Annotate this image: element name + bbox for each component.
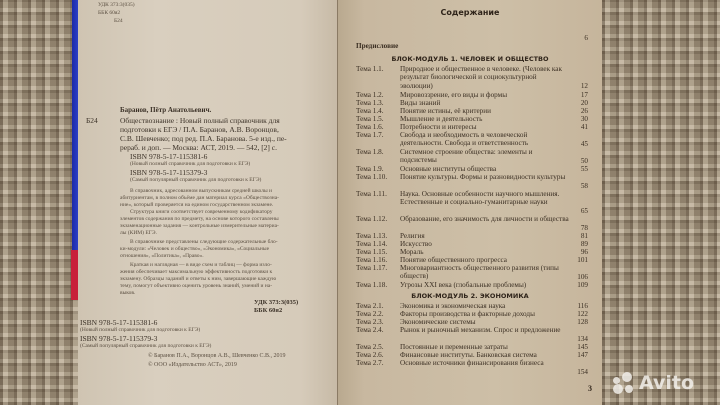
annotation-line-1: В справочник, адресованном выпускникам средней школы и <box>130 188 272 194</box>
bbk-bottom: ББК 60я2 <box>254 307 283 314</box>
annotation-line-15: выков. <box>120 290 136 296</box>
copyright-publisher: © ООО «Издательство АСТ», 2019 <box>148 362 237 368</box>
contents-page <box>338 0 602 405</box>
toc-item: Тема 1.17. Многовариантность общественного развития (типы обществ) 106 <box>356 264 588 281</box>
toc-item: Тема 1.2. Мировоззрение, его виды и формы 17 <box>356 90 588 99</box>
isbn-2-bottom-note: (Самый популярный справочник для подготовки к ЕГЭ) <box>80 343 212 349</box>
toc-item: Тема 1.12. Образование, его значимость для личности и общества 78 <box>356 215 588 232</box>
udk-bottom: УДК 373:3(035) <box>254 299 299 306</box>
annotation-line-9: ки-модули: «Человек и общество», «Экономика», «Социальные <box>120 246 270 252</box>
annotation-line-14: тему, помогут объективно оценить уровень знаний, умений и на- <box>120 283 273 289</box>
toc-item: Тема 2.6. Финансовые институты. Банковская система 147 <box>356 350 588 359</box>
annotation-line-6: экзаменационные задания — контрольные измерительные материа- <box>120 223 279 229</box>
toc-item: Тема 1.16. Понятие общественного прогресса 101 <box>356 255 588 264</box>
avito-watermark-text: Avito <box>639 372 695 394</box>
annotation-line-5: элементов содержания по предмету, на основе которого составлены <box>120 216 279 222</box>
isbn-2-note: (Самый популярный справочник для подготовки к ЕГЭ) <box>130 177 262 183</box>
toc-item: Тема 1.7. Свобода и необходимость в человеческой деятельности. Свобода и ответственность 45 <box>356 131 588 148</box>
code-top: Б24 <box>114 18 123 24</box>
toc-preface-label: Предисловие <box>356 42 399 50</box>
toc-item: Тема 1.15. Мораль 96 <box>356 247 588 256</box>
book-cover-edge-red <box>71 250 78 300</box>
block-2-title: БЛОК-МОДУЛЬ 2. ЭКОНОМИКА <box>411 292 529 300</box>
annotation-line-8: В справочнике представлены следующие содержательные бло- <box>130 239 278 245</box>
toc-item: Тема 1.5. Мышление и деятельность 30 <box>356 114 588 123</box>
toc-item: Тема 2.3. Экономические системы 128 <box>356 317 588 326</box>
annotation-line-10: отношения», «Политика», «Право». <box>120 253 204 259</box>
udk-top: УДК 373:3(035) <box>98 2 135 8</box>
annotation-line-2: абитуриентам, в полном объёме дан материал курса «Обществозна- <box>120 195 280 201</box>
bib-line-4: рераб. и доп. — Москва: АСТ, 2019. — 542, [2] с. <box>120 143 278 152</box>
toc-item: Тема 1.14. Искусство 89 <box>356 239 588 248</box>
annotation-line-12: жения обеспечивает максимальную эффективность подготовки к <box>120 269 273 275</box>
code: Б24 <box>86 116 98 125</box>
toc-item: Тема 1.13. Религия 81 <box>356 231 588 240</box>
author: Баранов, Пётр Анатольевич. <box>120 106 212 114</box>
isbn-1: ISBN 978-5-17-115381-6 <box>130 152 208 161</box>
toc-item: Тема 1.1. Природное и общественное в человеке. (Человек как результат биологической и социокультурной эволюции) 12 <box>356 65 588 90</box>
imprint-page <box>78 0 340 405</box>
bib-line-2: подготовки к ЕГЭ / П.А. Баранов, А.В. Воронцов, <box>120 125 279 134</box>
annotation-line-4: Структура книги соответствует современному кодификатору <box>130 209 273 215</box>
avito-watermark <box>613 372 694 394</box>
toc-item: Тема 1.8. Системное строение общества: элементы и подсистемы 50 <box>356 148 588 165</box>
toc-item: Тема 2.4. Рынок и рыночный механизм. Спрос и предложение 134 <box>356 326 588 343</box>
toc-item: Тема 2.7. Основные источники финансирования бизнеса 154 <box>356 359 588 376</box>
toc-item: Тема 1.4. Понятие истины, её критерии 26 <box>356 106 588 115</box>
toc-item: Тема 1.9. Основные институты общества 55 <box>356 164 588 173</box>
bbk-top: ББК 60я2 <box>98 10 121 16</box>
toc-item: Тема 1.10. Понятие культуры. Формы и разновидности культуры 58 <box>356 173 588 190</box>
contents-title: Содержание <box>440 8 500 17</box>
toc-preface-page: 6 <box>584 33 588 42</box>
isbn-1-note: (Новый полный справочник для подготовки к ЕГЭ) <box>130 161 251 167</box>
bib-line-3: С.В. Шевченко; под ред. П.А. Баранова. 5-е изд., пе- <box>120 134 287 143</box>
isbn-1-bottom: ISBN 978-5-17-115381-6 <box>80 318 158 327</box>
annotation-line-13: экзамену. Образцы заданий и ответы к ним, завершающие каждую <box>120 276 277 282</box>
annotation-line-11: Краткая и наглядная — в виде схем и таблиц — форма изло- <box>130 262 272 268</box>
page-number: 3 <box>588 384 592 393</box>
toc-item: Тема 1.11. Наука. Основные особенности научного мышления. Естественные и социально-гуманитарные науки 65 <box>356 190 588 215</box>
toc-item: Тема 2.2. Факторы производства и факторные доходы 122 <box>356 309 588 318</box>
toc-item: Тема 2.1. Экономика и экономическая наука 116 <box>356 301 588 310</box>
annotation-line-7: лы (КИМ) ЕГЭ. <box>120 230 157 236</box>
bib-line-1: Обществознание : Новый полный справочник для <box>120 116 280 125</box>
copyright-authors: © Баранов П.А., Воронцов А.В., Шевченко С.В., 2019 <box>148 353 286 359</box>
isbn-2: ISBN 978-5-17-115379-3 <box>130 168 208 177</box>
annotation-line-3: ние», который проверяется на едином государственном экзамене. <box>120 202 274 208</box>
toc-item: Тема 1.3. Виды знаний 20 <box>356 98 588 107</box>
toc-item: Тема 1.6. Потребности и интересы 41 <box>356 122 588 131</box>
block-1-title: БЛОК-МОДУЛЬ 1. ЧЕЛОВЕК И ОБЩЕСТВО <box>391 55 549 63</box>
isbn-2-bottom: ISBN 978-5-17-115379-3 <box>80 334 158 343</box>
toc-item: Тема 2.5. Постоянные и переменные затраты 145 <box>356 342 588 351</box>
avito-logo-icon <box>613 372 635 394</box>
toc-item: Тема 1.18. Угрозы XXI века (глобальные проблемы) 109 <box>356 280 588 289</box>
isbn-1-bottom-note: (Новый полный справочник для подготовки к ЕГЭ) <box>80 327 201 333</box>
